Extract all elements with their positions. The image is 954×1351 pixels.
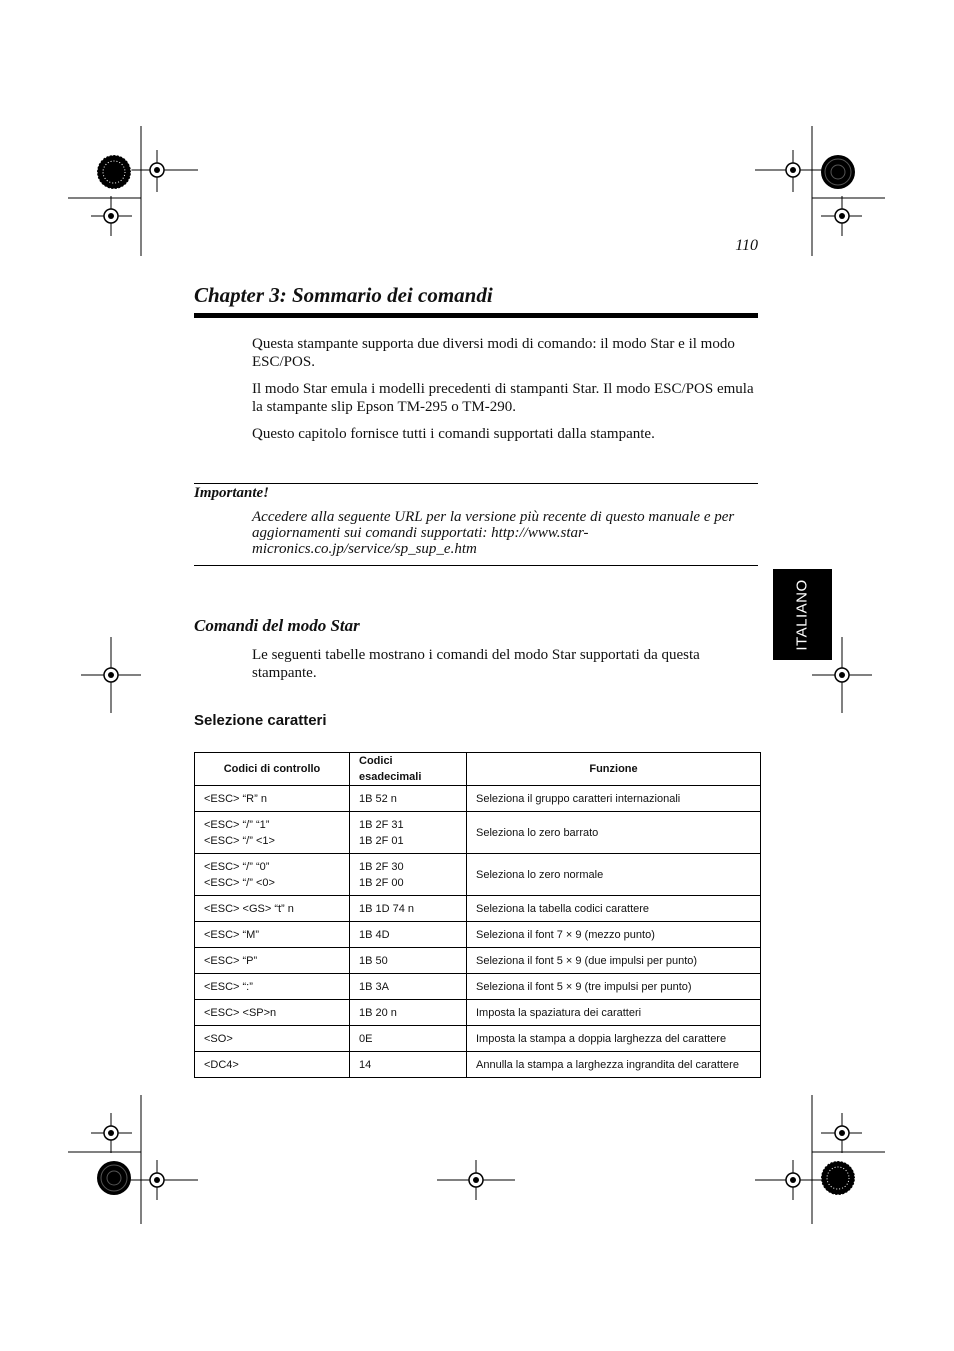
function-cell: Imposta la stampa a doppia larghezza del carattere: [467, 1026, 761, 1052]
column-header-function: Funzione: [467, 753, 761, 786]
column-header-hex-codes: Codici esadecimali: [350, 753, 467, 786]
note-text: Accedere alla seguente URL per la versione più recente di questo manuale e per aggiornamenti sui comandi supportati: http://www.star-micronics.co.jp/service/sp_sup_e.htm: [252, 509, 735, 557]
function-cell: Seleziona lo zero normale: [467, 854, 761, 896]
table-row: [195, 812, 761, 854]
section-body: Le seguenti tabelle mostrano i comandi del modo Star supportati da questa stampante.: [252, 647, 700, 681]
table-header-row: [195, 753, 761, 786]
note-label: Importante!: [194, 485, 270, 501]
control-code: <ESC> <GS> “t” n: [204, 902, 294, 915]
control-code: <ESC> “:”: [204, 980, 253, 993]
hex-code: 1B 20 n: [359, 1006, 397, 1019]
table-row: [195, 1052, 761, 1078]
control-code: <DC4>: [204, 1058, 239, 1071]
control-code: <ESC> <SP>n: [204, 1006, 277, 1019]
hex-code-cell: [350, 1052, 467, 1078]
note-divider: [194, 483, 758, 484]
control-code-cell: [195, 974, 350, 1000]
control-code-cell: [195, 1000, 350, 1026]
hex-code-cell: [350, 974, 467, 1000]
function-cell: Seleziona il font 5 × 9 (tre impulsi per punto): [467, 974, 761, 1000]
column-header-control-codes: Codici di controllo: [195, 753, 350, 786]
hex-code: 1B 2F 00: [359, 876, 404, 889]
hex-code: 1B 50: [359, 954, 388, 967]
table-row: [195, 854, 761, 896]
hex-code: 1B 4D: [359, 928, 390, 941]
language-side-tab: [773, 569, 832, 660]
hex-code-cell: [350, 1026, 467, 1052]
control-code: <ESC> “/” “0”: [204, 860, 270, 873]
control-code-cell: [195, 812, 350, 854]
command-table: [194, 752, 761, 1078]
control-code-cell: [195, 854, 350, 896]
control-code: <ESC> “M”: [204, 928, 260, 941]
control-code: <ESC> “P”: [204, 954, 258, 967]
chapter-title: Chapter 3: Sommario dei comandi: [194, 283, 493, 307]
section-title: Comandi del modo Star: [194, 616, 360, 635]
hex-code: 1B 2F 30: [359, 860, 404, 873]
table-row: [195, 786, 761, 812]
intro-paragraph: Il modo Star emula i modelli precedenti di stampanti Star. Il modo ESC/POS emula la stampante slip Epson TM-295 o TM-290.: [252, 381, 754, 415]
hex-code: 1B 52 n: [359, 792, 397, 805]
control-code: <SO>: [204, 1032, 233, 1045]
hex-code: 1B 3A: [359, 980, 389, 993]
control-code-cell: [195, 786, 350, 812]
hex-code-cell: [350, 922, 467, 948]
function-cell: Seleziona il gruppo caratteri internazionali: [467, 786, 761, 812]
function-cell: Annulla la stampa a larghezza ingrandita del carattere: [467, 1052, 761, 1078]
function-cell: Seleziona il font 7 × 9 (mezzo punto): [467, 922, 761, 948]
control-code-cell: [195, 922, 350, 948]
intro-paragraph: Questa stampante supporta due diversi modi di comando: il modo Star e il modo ESC/POS.: [252, 336, 735, 370]
control-code: <ESC> “/” <0>: [204, 876, 275, 889]
hex-code: 0E: [359, 1032, 373, 1045]
control-code-cell: [195, 1052, 350, 1078]
control-code-cell: [195, 1026, 350, 1052]
language-tab-label: ITALIANO: [793, 579, 811, 651]
hex-code-cell: [350, 948, 467, 974]
hex-code: 1B 1D 74 n: [359, 902, 415, 915]
page-number: 110: [735, 237, 758, 254]
hex-code-cell: [350, 854, 467, 896]
function-cell: Seleziona la tabella codici carattere: [467, 896, 761, 922]
control-code: <ESC> “/” “1”: [204, 818, 270, 831]
table-row: [195, 922, 761, 948]
hex-code-cell: [350, 786, 467, 812]
subsection-title: Selezione caratteri: [194, 712, 327, 729]
function-cell: Seleziona lo zero barrato: [467, 812, 761, 854]
hex-code: 14: [359, 1058, 372, 1071]
table-row: [195, 1000, 761, 1026]
note-divider: [194, 565, 758, 566]
hex-code-cell: [350, 896, 467, 922]
intro-paragraph: Questo capitolo fornisce tutti i comandi supportati dalla stampante.: [252, 426, 655, 442]
table-row: [195, 974, 761, 1000]
control-code-cell: [195, 948, 350, 974]
table-row: [195, 896, 761, 922]
function-cell: Imposta la spaziatura dei caratteri: [467, 1000, 761, 1026]
hex-code: 1B 2F 01: [359, 834, 404, 847]
control-code-cell: [195, 896, 350, 922]
control-code: <ESC> “/” <1>: [204, 834, 275, 847]
hex-code-cell: [350, 1000, 467, 1026]
control-code: <ESC> “R” n: [204, 792, 267, 805]
table-row: [195, 948, 761, 974]
table-row: [195, 1026, 761, 1052]
function-cell: Seleziona il font 5 × 9 (due impulsi per punto): [467, 948, 761, 974]
chapter-title-rule: [194, 313, 758, 318]
hex-code: 1B 2F 31: [359, 818, 404, 831]
hex-code-cell: [350, 812, 467, 854]
